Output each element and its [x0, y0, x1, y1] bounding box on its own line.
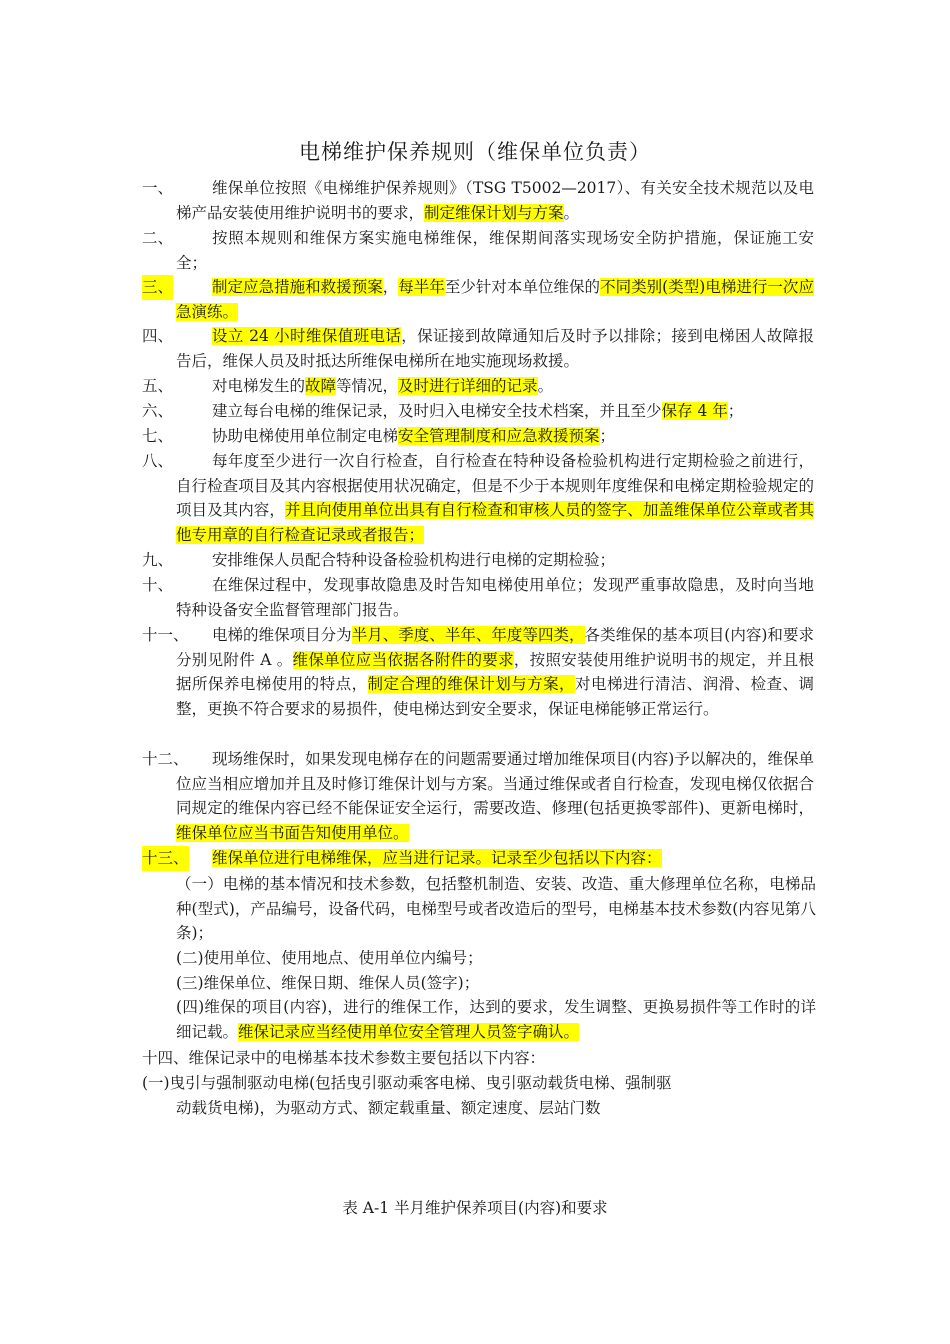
rule-number: 十三、	[142, 846, 189, 871]
rule-item	[142, 747, 814, 845]
rule-item	[142, 623, 814, 721]
highlighted-text: 制定合理的维保计划与方案，	[367, 675, 576, 694]
text-run: 对电梯发生的	[212, 377, 306, 395]
highlighted-text: 不同类别(类型)电梯进行一次应急演练。	[176, 278, 814, 321]
text-run: （一）电梯的基本情况和技术参数，包括整机制造、安装、改造、重大修理单位名称，电梯品种(型式)，产品编号，设备代码，电梯型号或者改造后的型号，电梯基本技术参数(内容见第八条)；	[176, 875, 816, 943]
highlighted-text: 维保单位进行电梯维保，应当进行记录。记录至少包括以下内容：	[212, 849, 662, 867]
rule-number: 二、	[142, 229, 174, 247]
rule-item	[142, 275, 814, 324]
rule-text	[176, 176, 814, 225]
text-run: ，按照安装使用维护说明书的规定，并且根据所保养电梯使用的特点，	[176, 650, 814, 694]
text-run: 建立每台电梯的维保记录，及时归入电梯安全技术档案，并且至少	[212, 402, 662, 420]
rule-number: 一、	[142, 179, 174, 197]
rule-item	[142, 573, 814, 622]
highlighted-text: 安全管理制度和应急救援预案	[398, 427, 600, 445]
text-run: 电梯的维保项目分为	[212, 626, 352, 644]
rule-number: 六、	[142, 402, 174, 420]
rule-item	[142, 424, 814, 449]
rule-item	[142, 374, 814, 399]
highlighted-text: 制定应急措施和救援预案	[212, 278, 383, 296]
text-run: ；	[727, 402, 744, 420]
highlighted-text: 并且向使用单位出具有自行检查和审核人员的签字、加盖维保单位公章或者其他专用章的自行检查记录或者报告；	[176, 501, 814, 544]
highlighted-text: 维保单位应当依据各附件的要求	[292, 650, 514, 669]
text-run: ；	[599, 427, 616, 445]
text-run: 协助电梯使用单位制定电梯	[212, 427, 399, 445]
rule-text	[176, 424, 814, 449]
record-subitem	[176, 995, 816, 1044]
rule-text	[176, 374, 814, 399]
rule-text	[176, 226, 814, 275]
text-run: (三)维保单位、维保日期、维保人员(签字)；	[176, 974, 480, 992]
text-run: 在维保过程中，发现事故隐患及时告知电梯使用单位；发现严重事故隐患，及时向当地特种设备安全监督管理部门报告。	[176, 576, 814, 619]
highlighted-text: 设立 24 小时维保值班电话	[212, 327, 402, 345]
rule-number: 十一、	[142, 626, 189, 644]
record-subitem	[176, 971, 816, 996]
item-14-sub-1-cont	[176, 1096, 816, 1121]
rule-text	[176, 399, 814, 424]
highlighted-text: 保存 4 年	[661, 402, 728, 420]
highlighted-text: 维保记录应当经使用单位安全管理人员签字确认。	[238, 1022, 580, 1041]
rule-text	[176, 623, 814, 721]
item-14-text: 十四、维保记录中的电梯基本技术参数主要包括以下内容：	[142, 1049, 546, 1067]
rule-item	[142, 324, 814, 373]
rule-number: 八、	[142, 452, 174, 470]
text-run: 每年度至少进行一次自行检查，自行检查在特种设备检验机构进行定期检验之前进行，自行检查项目及其内容根据使用状况确定，但是不少于本规则年度维保和电梯定期检验规定的项目及其内容，	[176, 452, 814, 520]
highlighted-text: 制定维保计划与方案	[424, 203, 564, 222]
rule-text	[176, 275, 814, 324]
rule-text	[176, 846, 814, 871]
text-run: 至少针对本单位维保的	[444, 278, 601, 296]
text-run: (二)使用单位、使用地点、使用单位内编号；	[176, 949, 483, 967]
rule-item	[142, 846, 814, 871]
rule-text	[176, 324, 814, 373]
item-14-sub-line-2: 动载货电梯)，为驱动方式、额定载重量、额定速度、层站门数	[176, 1099, 601, 1117]
text-run: 安排维保人员配合特种设备检验机构进行电梯的定期检验；	[212, 551, 616, 569]
rule-text	[176, 747, 814, 845]
text-run: ，保证接到故障通知后及时予以排除；接到电梯困人故障报告后，维保人员及时抵达所维保电梯所在地实施现场救援。	[176, 327, 815, 370]
text-run: 现场维保时，如果发现电梯存在的问题需要通过增加维保项目(内容)予以解决的，维保单位应当相应增加并且及时修订维保计划与方案。当通过维保或者自行检查，发现电梯仅依据合同规定的维保内容已经不能保证安全运行，需要改造、修理(包括更换零部件)、更新电梯时，	[176, 750, 814, 818]
rule-text	[176, 548, 814, 573]
rule-text	[176, 573, 814, 622]
text-run: ，	[382, 278, 399, 296]
rule-number: 四、	[142, 327, 174, 345]
item-14-sub-1	[142, 1071, 814, 1096]
highlighted-text: 维保单位应当书面告知使用单位。	[176, 823, 409, 842]
item-14	[142, 1046, 814, 1071]
text-run: 维保单位按照《电梯维护保养规则》（TSG T5002—2017）、有关安全技术规范以及电梯产品安装使用维护说明书的要求，	[176, 179, 814, 222]
document-title: 电梯维护保养规则（维保单位负责）	[299, 140, 651, 164]
rule-item	[142, 226, 814, 275]
rule-item	[142, 176, 814, 225]
rule-item	[142, 548, 814, 573]
highlighted-text: 及时进行详细的记录	[398, 377, 538, 395]
text-run: 等情况，	[336, 377, 399, 395]
rule-number: 十二、	[142, 750, 189, 768]
rule-item	[142, 399, 814, 424]
highlighted-text: 故障	[305, 377, 337, 395]
rule-number: 五、	[142, 377, 174, 395]
text-run: (四)维保的项目(内容)，进行的维保工作，达到的要求，发生调整、更换易损件等工作时的详细记载。	[176, 998, 816, 1041]
highlighted-text: 半月、季度、半年、年度等四类，	[351, 626, 585, 644]
rule-number: 七、	[142, 427, 174, 445]
text-run: 对电梯进行清洁、润滑、检查、调整，更换不符合要求的易损件，使电梯达到安全要求，保证电梯能够正常运行。	[176, 675, 814, 718]
rule-text	[176, 449, 814, 547]
record-subitem	[176, 872, 816, 946]
rule-item	[142, 449, 814, 547]
record-subitem	[176, 946, 816, 971]
text-run: 。	[563, 203, 580, 222]
rule-number: 三、	[142, 275, 173, 300]
table-caption: 表 A-1 半月维护保养项目(内容)和要求	[342, 1199, 608, 1217]
item-14-sub-line-1: (一)曳引与强制驱动电梯(包括曳引驱动乘客电梯、曳引驱动载货电梯、强制驱	[142, 1074, 672, 1092]
text-run: 各类维保的基本项目(内容)和要求分别见附件 A 。	[176, 626, 814, 669]
highlighted-text: 每半年	[398, 278, 445, 296]
text-run: 。	[537, 377, 554, 395]
text-run: 按照本规则和维保方案实施电梯维保，维保期间落实现场安全防护措施，保证施工安全；	[176, 229, 814, 272]
rule-number: 十、	[142, 576, 174, 594]
rule-number: 九、	[142, 551, 174, 569]
